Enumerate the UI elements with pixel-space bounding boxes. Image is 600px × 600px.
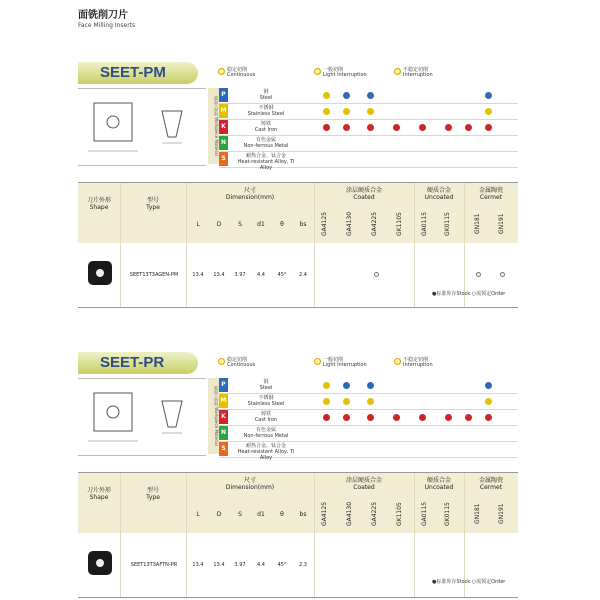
legend-interrupted-cn: 不稳定切削 — [403, 67, 429, 73]
insert-type: SEET13T3AGEN-PM — [129, 272, 179, 278]
insert-dimension-drawing — [78, 379, 206, 455]
dimension-header: 尺寸 Dimension(mm) — [225, 477, 275, 491]
material-row-p — [219, 88, 518, 104]
material-row-k — [219, 410, 518, 426]
dimension-header: 尺寸 Dimension(mm) — [225, 187, 275, 201]
material-name-n: 有色金属 Non-ferrous Metal — [243, 137, 289, 149]
legend-interrupted-en: Interruption — [403, 72, 433, 78]
legend-interrupted — [394, 68, 433, 78]
grade-header-ga0115: GA0115 — [421, 211, 428, 237]
grade-header-gk1105: GK1105 — [396, 212, 403, 236]
materials-table — [219, 378, 518, 461]
shape-header: 刀片外形 Shape — [86, 487, 111, 501]
dim-header-s: S — [238, 511, 242, 518]
dim-header-d1: d1 — [257, 511, 265, 518]
value-l: 13.4 — [192, 272, 204, 278]
grade-header-ga4225: GA4225 — [371, 211, 378, 237]
stock-footnote: ●标准库存Stock ○需预定Order — [432, 579, 506, 585]
value-s: 3.97 — [234, 272, 246, 278]
insert-shape-image — [88, 261, 112, 285]
material-name-m: 不锈钢 Stainless Steel — [247, 395, 285, 407]
value-d1: 4.4 — [257, 562, 265, 568]
insert-type: SEET13T3AFTN-PR — [130, 562, 178, 568]
dim-header-bs: bs — [299, 511, 307, 518]
stock-footnote: ●标准库存Stock ○需预定Order — [432, 291, 506, 297]
uncoated-header: 硬质合金 Uncoated — [424, 187, 454, 201]
value-bs: 2.3 — [299, 562, 307, 568]
dim-header-l: L — [196, 511, 200, 518]
dim-header-d1: d1 — [257, 221, 265, 228]
materials-band-label: 被加工材料 Workpiece Material — [208, 378, 219, 454]
section-title-tab — [78, 352, 198, 374]
grade-header-gn191: GN191 — [498, 503, 505, 525]
material-name-s: 耐热合金、钛合金 Heat-resistant Alloy, Ti Alloy — [237, 153, 295, 171]
coated-header: 涂层硬质合金 Coated — [345, 187, 382, 201]
legend-light-icon — [314, 68, 321, 75]
legend-continuous-icon — [218, 358, 225, 365]
legend-interrupted — [394, 358, 433, 368]
dim-header-d: D — [216, 221, 222, 228]
grade-header-gk0115: GK0115 — [444, 502, 451, 526]
materials-band-label: 被加工材料 Workpiece Material — [208, 88, 219, 164]
grade-header-gk0115: GK0115 — [444, 212, 451, 236]
value-d1: 4.4 — [257, 272, 265, 278]
legend-continuous-en: Continuous — [227, 362, 256, 368]
dim-header-theta: θ — [280, 221, 284, 228]
material-code-m: M — [219, 104, 228, 118]
material-name-n: 有色金属 Non-ferrous Metal — [243, 427, 289, 439]
legend-continuous — [218, 358, 255, 368]
material-row-s — [219, 152, 518, 171]
material-name-k: 铸铁 Cast Iron — [254, 411, 278, 423]
material-code-p: P — [219, 378, 228, 392]
grade-header-gk1105: GK1105 — [396, 502, 403, 526]
legend-light-en: Light Interruption — [323, 362, 367, 368]
cermet-header: 金属陶瓷 Cermet — [478, 477, 503, 491]
page-header — [78, 6, 518, 29]
coated-header: 涂层硬质合金 Coated — [345, 477, 382, 491]
material-name-p: 钢 Steel — [259, 89, 273, 101]
material-code-n: N — [219, 426, 228, 440]
dim-header-l: L — [196, 221, 200, 228]
material-code-k: K — [219, 120, 228, 134]
material-name-p: 钢 Steel — [259, 379, 273, 391]
legend-light-cn: 一般切削 — [323, 357, 344, 363]
grade-header-gn181: GN181 — [474, 213, 481, 235]
value-d: 13.4 — [213, 272, 225, 278]
material-name-s: 耐热合金、钛合金 Heat-resistant Alloy, Ti Alloy — [237, 443, 295, 461]
legend-continuous-icon — [218, 68, 225, 75]
value-d: 13.4 — [213, 562, 225, 568]
material-name-k: 铸铁 Cast Iron — [254, 121, 278, 133]
legend-continuous-en: Continuous — [227, 72, 256, 78]
material-row-n — [219, 426, 518, 442]
legend-light-cn: 一般切削 — [323, 67, 344, 73]
shape-header: 刀片外形 Shape — [86, 197, 111, 211]
order-mark-ga4225 — [374, 272, 379, 277]
page-title: 面铣削刀片 — [78, 10, 128, 21]
grade-header-ga4225: GA4225 — [371, 501, 378, 527]
materials-table — [219, 88, 518, 171]
legend-continuous-cn: 稳定切削 — [227, 357, 248, 363]
section-seet-pm — [78, 62, 518, 312]
grade-header-gn191: GN191 — [498, 213, 505, 235]
legend-light — [314, 358, 367, 368]
section-seet-pr — [78, 352, 518, 600]
legend-continuous — [218, 68, 255, 78]
grade-header-ga0115: GA0115 — [421, 501, 428, 527]
legend-interrupted-cn: 不稳定切削 — [403, 357, 429, 363]
material-row-m — [219, 104, 518, 120]
grade-header-ga4130: GA4130 — [346, 211, 353, 237]
section-title-tab — [78, 62, 198, 84]
material-name-m: 不锈钢 Stainless Steel — [247, 105, 285, 117]
insert-drawing — [78, 378, 206, 456]
material-row-m — [219, 394, 518, 410]
material-code-s: S — [219, 442, 228, 456]
grade-header-gn181: GN181 — [474, 503, 481, 525]
value-theta: 45° — [277, 272, 287, 278]
material-row-k — [219, 120, 518, 136]
dim-header-s: S — [238, 221, 242, 228]
insert-drawing — [78, 88, 206, 166]
section-title: SEET-PR — [100, 354, 165, 371]
material-code-p: P — [219, 88, 228, 102]
uncoated-header: 硬质合金 Uncoated — [424, 477, 454, 491]
section-title: SEET-PM — [100, 64, 166, 81]
insert-shape-image — [88, 551, 112, 575]
value-bs: 2.4 — [299, 272, 307, 278]
order-mark-gn191 — [500, 272, 505, 277]
value-theta: 45° — [277, 562, 287, 568]
material-code-s: S — [219, 152, 228, 166]
cut-legend — [218, 358, 518, 372]
cut-legend — [218, 68, 518, 82]
dim-header-theta: θ — [280, 511, 284, 518]
legend-light-en: Light Interruption — [323, 72, 367, 78]
type-header: 型号 Type — [146, 197, 160, 211]
order-mark-gn181 — [476, 272, 481, 277]
dim-header-bs: bs — [299, 221, 307, 228]
material-code-n: N — [219, 136, 228, 150]
material-code-m: M — [219, 394, 228, 408]
type-header: 型号 Type — [146, 487, 160, 501]
grade-header-ga4130: GA4130 — [346, 501, 353, 527]
material-row-s — [219, 442, 518, 461]
legend-interrupted-en: Interruption — [403, 362, 433, 368]
value-s: 3.97 — [234, 562, 246, 568]
legend-continuous-cn: 稳定切削 — [227, 67, 248, 73]
insert-dimension-drawing — [78, 89, 206, 165]
legend-interrupted-icon — [394, 68, 401, 75]
value-l: 13.4 — [192, 562, 204, 568]
material-row-p — [219, 378, 518, 394]
cermet-header: 金属陶瓷 Cermet — [478, 187, 503, 201]
grade-header-ga4125: GA4125 — [321, 211, 328, 237]
material-code-k: K — [219, 410, 228, 424]
page-subtitle: Face Milling Inserts — [78, 22, 136, 29]
legend-light-icon — [314, 358, 321, 365]
material-row-n — [219, 136, 518, 152]
grade-header-ga4125: GA4125 — [321, 501, 328, 527]
legend-light — [314, 68, 367, 78]
dim-header-d: D — [216, 511, 222, 518]
legend-interrupted-icon — [394, 358, 401, 365]
